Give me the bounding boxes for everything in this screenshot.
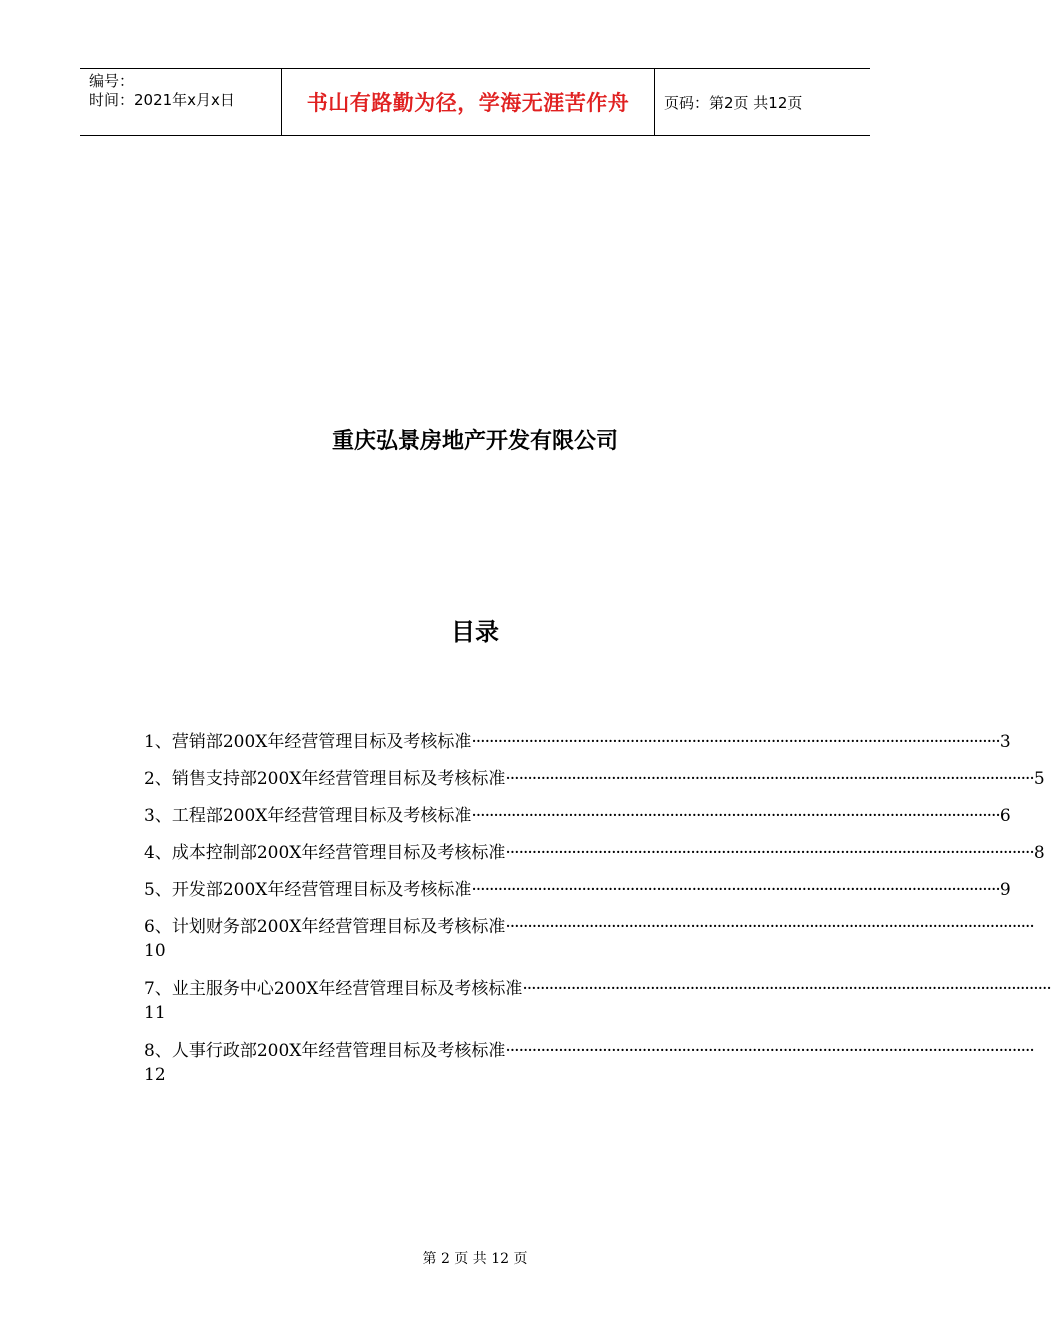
header-page-info: 页码：第2页 共12页 xyxy=(664,93,803,112)
toc-entry-text: 1、营销部200X年经营管理目标及考核标准 xyxy=(144,732,472,752)
toc-entry[interactable] xyxy=(144,1039,1034,1087)
toc-leader-dots: ························································································································ xyxy=(505,917,1034,937)
toc-leader-dots: ························································································································ xyxy=(471,806,1000,826)
toc-entry-page: 12 xyxy=(144,1065,166,1085)
toc-entry[interactable] xyxy=(144,977,1051,1025)
toc-entry[interactable] xyxy=(144,730,1011,754)
toc-entry-page: 8 xyxy=(1033,843,1045,863)
toc-entry-page: 11 xyxy=(144,1003,166,1023)
toc-title: 目录 xyxy=(451,617,499,646)
toc-entry-page: 6 xyxy=(999,806,1011,826)
toc-entry-page: 9 xyxy=(999,880,1011,900)
document-time-label: 时间：2021年x月x日 xyxy=(89,91,235,109)
toc-entry-text: 3、工程部200X年经营管理目标及考核标准 xyxy=(144,806,472,826)
toc-entry-text: 5、开发部200X年经营管理目标及考核标准 xyxy=(144,880,472,900)
toc-leader-dots: ························································································································ xyxy=(471,880,1000,900)
header-motto: 书山有路勤为径，学海无涯苦作舟 xyxy=(281,69,655,135)
toc-entry-text: 6、计划财务部200X年经营管理目标及考核标准 xyxy=(144,917,506,937)
table-of-contents xyxy=(144,730,1051,1087)
document-code-label: 编号： xyxy=(89,72,135,90)
toc-entry[interactable] xyxy=(144,878,1011,902)
toc-entry-page: 3 xyxy=(999,732,1011,752)
toc-entry-text: 4、成本控制部200X年经营管理目标及考核标准 xyxy=(144,843,506,863)
page-footer: 第 2 页 共 12 页 xyxy=(422,1251,528,1267)
toc-leader-dots: ························································································································ xyxy=(505,1041,1034,1061)
toc-entry-text: 2、销售支持部200X年经营管理目标及考核标准 xyxy=(144,769,506,789)
toc-entry-page: 5 xyxy=(1033,769,1045,789)
toc-entry[interactable] xyxy=(144,841,1045,865)
toc-entry[interactable] xyxy=(144,767,1045,791)
toc-entry[interactable] xyxy=(144,915,1034,963)
toc-entry[interactable] xyxy=(144,804,1011,828)
toc-entry-page: 10 xyxy=(144,941,166,961)
toc-leader-dots: ························································································································ xyxy=(505,769,1034,789)
toc-leader-dots: ························································································································ xyxy=(522,979,1051,999)
toc-leader-dots: ························································································································ xyxy=(471,732,1000,752)
toc-entry-text: 8、人事行政部200X年经营管理目标及考核标准 xyxy=(144,1041,506,1061)
page-header xyxy=(80,68,870,136)
toc-entry-text: 7、业主服务中心200X年经营管理目标及考核标准 xyxy=(144,979,523,999)
toc-leader-dots: ························································································································ xyxy=(505,843,1034,863)
company-name: 重庆弘景房地产开发有限公司 xyxy=(331,428,618,454)
header-meta xyxy=(80,69,281,135)
